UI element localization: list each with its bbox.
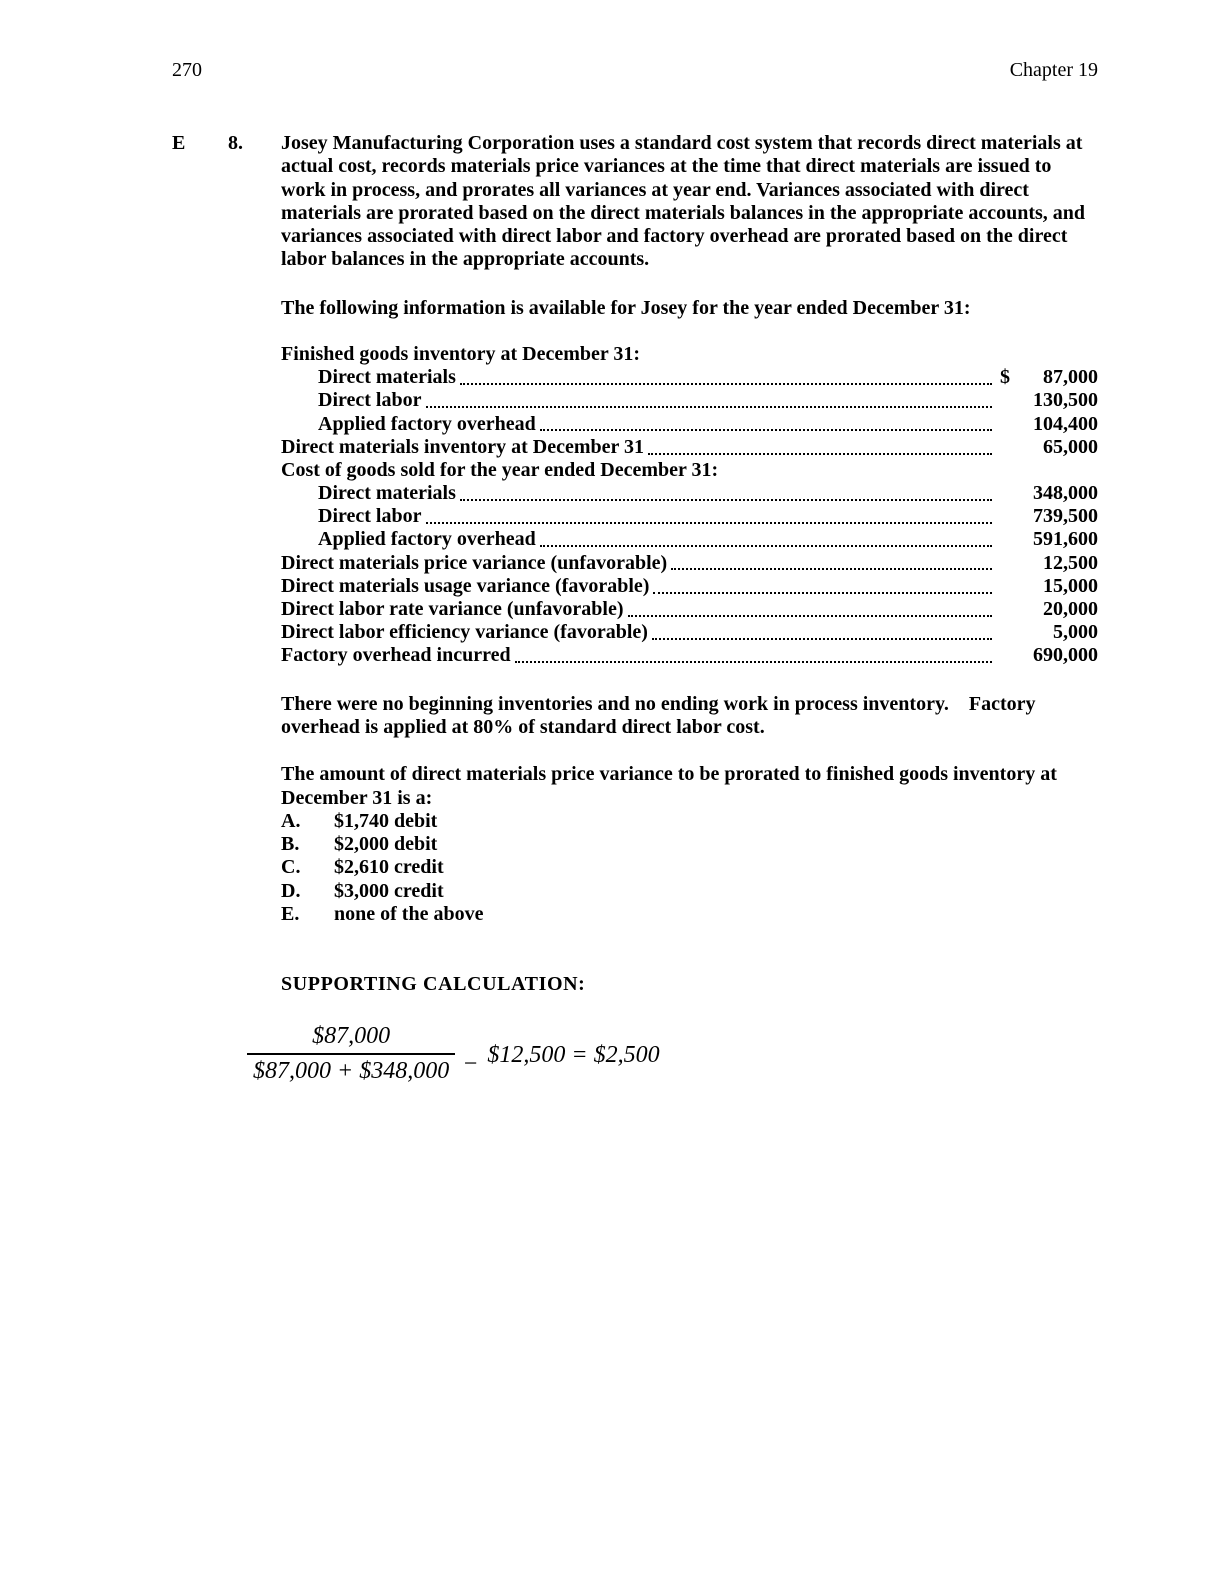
- row-amount: 15,000: [1043, 574, 1098, 597]
- dotted-leader: [628, 615, 992, 617]
- row-label: Applied factory overhead: [318, 528, 536, 551]
- option-text: $3,000 credit: [334, 879, 444, 902]
- dotted-leader: [540, 429, 992, 431]
- row-amount: 5,000: [1053, 621, 1098, 644]
- option-letter: A.: [281, 809, 301, 832]
- problem-number: 8.: [228, 132, 243, 154]
- dotted-leader: [426, 406, 993, 408]
- row-amount: 690,000: [1033, 644, 1098, 667]
- cost-table: [281, 343, 1098, 668]
- row-label: Factory overhead incurred: [281, 644, 511, 667]
- note-paragraph: There were no beginning inventories and no ending work in process inventory. Factory overhead is applied at 80% of standard direct labor cost.: [281, 692, 1041, 738]
- chapter-title: Chapter 19: [1009, 59, 1098, 81]
- option-row: [281, 833, 1098, 856]
- row-label: Finished goods inventory at December 31:: [281, 342, 641, 365]
- dotted-leader: [426, 522, 993, 524]
- option-letter: C.: [281, 856, 301, 879]
- option-letter: D.: [281, 879, 301, 902]
- dotted-leader: [653, 592, 992, 594]
- table-row: [281, 436, 1098, 459]
- table-row: [281, 459, 1098, 482]
- fraction: [247, 1023, 455, 1086]
- table-row: [281, 482, 1098, 505]
- table-row: [281, 389, 1098, 412]
- option-text: $1,740 debit: [334, 809, 438, 832]
- option-letter: E.: [281, 903, 300, 926]
- running-header: [172, 58, 1098, 82]
- fraction-numerator: $87,000: [312, 1022, 391, 1049]
- calculation-formula: [247, 1023, 1098, 1086]
- row-amount: 20,000: [1043, 598, 1098, 621]
- table-row: [281, 343, 1098, 366]
- row-label: Direct labor efficiency variance (favorable): [281, 621, 648, 644]
- row-amount: 65,000: [1043, 435, 1098, 458]
- options-list: [281, 810, 1098, 926]
- option-text: $2,610 credit: [334, 856, 444, 879]
- table-row: [281, 413, 1098, 436]
- row-label: Direct labor: [318, 389, 422, 412]
- problem-body: [253, 132, 1098, 1086]
- supporting-calculation-heading: SUPPORTING CALCULATION:: [281, 973, 586, 996]
- fraction-denominator: $87,000 + $348,000: [247, 1053, 455, 1086]
- table-row: [281, 505, 1098, 528]
- dotted-leader: [515, 661, 992, 663]
- question-paragraph: The amount of direct materials price variance to be prorated to finished goods inventory at December 31 is a:: [281, 763, 1062, 809]
- difficulty-code: E: [172, 132, 186, 154]
- row-amount: 591,600: [1033, 528, 1098, 551]
- row-label: Direct labor: [318, 505, 422, 528]
- row-label: Direct materials inventory at December 31: [281, 435, 645, 458]
- row-amount: 12,500: [1043, 551, 1098, 574]
- option-row: [281, 903, 1098, 926]
- row-label: Applied factory overhead: [318, 412, 536, 435]
- option-row: [281, 880, 1098, 903]
- page-number: 270: [172, 59, 202, 81]
- row-label: Direct materials: [318, 366, 456, 389]
- problem-intro: Josey Manufacturing Corporation uses a standard cost system that records direct materials at actual cost, records materials price variances at the time that direct materials are issued to work in process, and prorates all variances at year end. Variances associated with direct materials are prorated based on the direct materials balances in the appropriate accounts, and variances associated with direct labor and factory overhead are prorated based on the direct labor balances in the appropriate accounts.: [281, 132, 1091, 271]
- option-text: $2,000 debit: [334, 833, 438, 856]
- info-lead: The following information is available for Josey for the year ended December 31:: [281, 296, 971, 319]
- dotted-leader: [671, 568, 992, 570]
- row-amount: 104,400: [1033, 412, 1098, 435]
- table-row: [281, 575, 1098, 598]
- currency-symbol: $: [1000, 366, 1010, 389]
- table-row: [281, 598, 1098, 621]
- row-label: Direct labor rate variance (unfavorable): [281, 598, 624, 621]
- dotted-leader: [540, 545, 992, 547]
- dotted-leader: [460, 499, 992, 501]
- table-row: [281, 529, 1098, 552]
- dotted-leader: [460, 383, 992, 385]
- row-amount: 739,500: [1033, 505, 1098, 528]
- option-letter: B.: [281, 833, 300, 856]
- option-row: [281, 810, 1098, 833]
- row-label: Cost of goods sold for the year ended December 31:: [281, 458, 719, 481]
- row-amount: 87,000: [1043, 366, 1098, 389]
- row-amount: 348,000: [1033, 482, 1098, 505]
- table-row: [281, 621, 1098, 644]
- row-amount: 130,500: [1033, 389, 1098, 412]
- operator-sign: −: [462, 1051, 479, 1078]
- calculation-result: $12,500 = $2,500: [487, 1042, 660, 1069]
- row-label: Direct materials price variance (unfavorable): [281, 551, 668, 574]
- table-row: [281, 366, 1098, 389]
- dotted-leader: [648, 453, 992, 455]
- dotted-leader: [652, 638, 992, 640]
- option-row: [281, 856, 1098, 879]
- option-text: none of the above: [334, 903, 484, 926]
- row-label: Direct materials usage variance (favorable): [281, 574, 650, 597]
- table-row: [281, 552, 1098, 575]
- row-label: Direct materials: [318, 482, 456, 505]
- problem-block: [172, 132, 1098, 1086]
- table-row: [281, 645, 1098, 668]
